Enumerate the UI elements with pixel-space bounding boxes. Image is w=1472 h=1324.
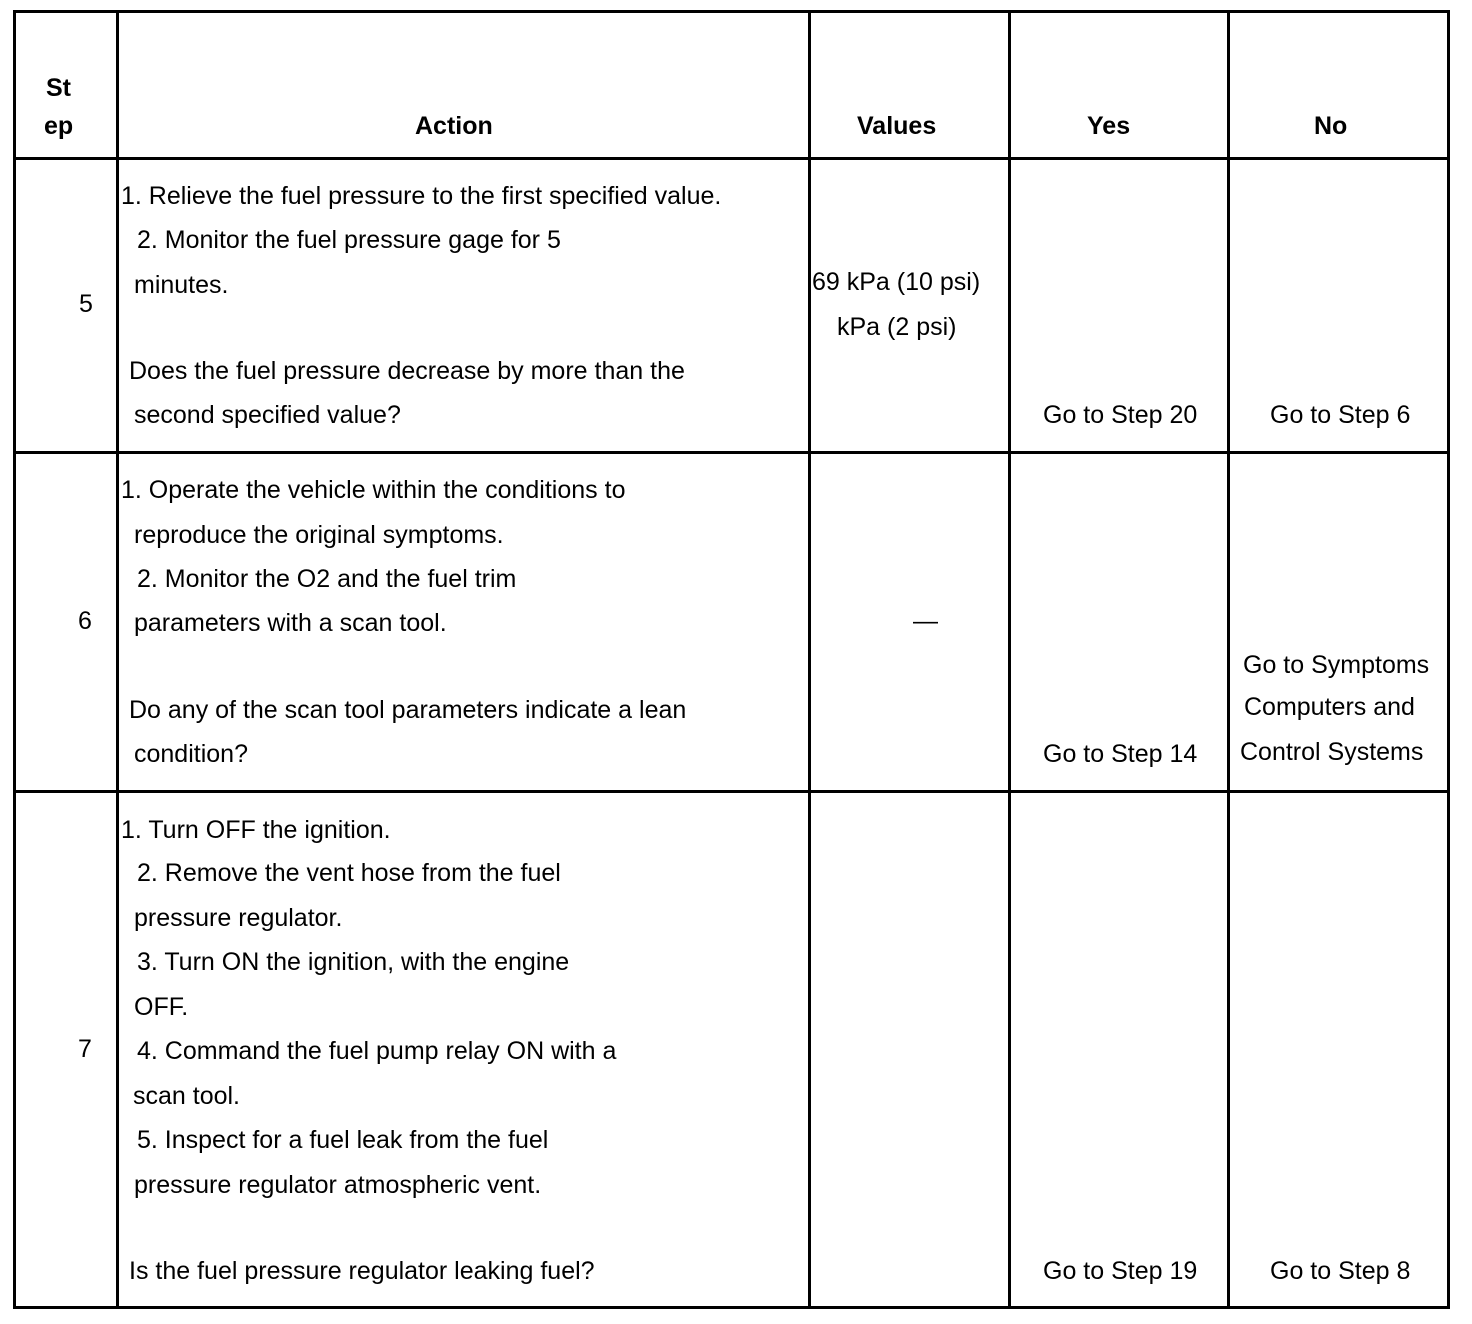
no-result: Go to Step 6: [1270, 401, 1411, 429]
action-line: 2. Remove the vent hose from the fuel: [137, 859, 561, 887]
action-question: Does the fuel pressure decrease by more than the: [129, 357, 685, 385]
column-divider: [116, 13, 119, 1306]
column-divider: [1227, 13, 1230, 1306]
action-line: scan tool.: [133, 1082, 241, 1110]
action-line: 2. Monitor the O2 and the fuel trim: [137, 565, 517, 593]
header-no: No: [1314, 112, 1348, 140]
row-divider: [16, 790, 1447, 793]
step-number: 6: [78, 607, 92, 635]
step-number: 7: [78, 1035, 92, 1063]
action-line: minutes.: [134, 271, 229, 299]
action-line: 1. Turn OFF the ignition.: [121, 816, 391, 844]
action-line: 2. Monitor the fuel pressure gage for 5: [137, 226, 561, 254]
no-result-line: Control Systems: [1240, 738, 1424, 766]
action-question: condition?: [134, 740, 248, 768]
column-divider: [808, 13, 811, 1306]
step-number: 5: [79, 290, 93, 318]
action-line: parameters with a scan tool.: [134, 609, 447, 637]
action-line: 3. Turn ON the ignition, with the engine: [137, 948, 570, 976]
no-result-line: Go to Symptoms: [1243, 651, 1430, 679]
action-line: 4. Command the fuel pump relay ON with a: [137, 1037, 617, 1065]
action-line: 5. Inspect for a fuel leak from the fuel: [137, 1126, 549, 1154]
row-divider: [16, 451, 1447, 454]
header-yes: Yes: [1087, 112, 1131, 140]
action-line: 1. Relieve the fuel pressure to the first specified value.: [121, 182, 722, 210]
action-question: Is the fuel pressure regulator leaking fuel?: [129, 1257, 595, 1285]
header-step-line2: ep: [44, 112, 74, 140]
header-values: Values: [857, 112, 937, 140]
action-question: second specified value?: [134, 401, 401, 429]
values-dash: —: [913, 607, 938, 635]
no-result: Go to Step 8: [1270, 1257, 1411, 1285]
column-divider: [1008, 13, 1011, 1306]
yes-result: Go to Step 20: [1043, 401, 1198, 429]
values-line: 69 kPa (10 psi): [812, 268, 981, 296]
yes-result: Go to Step 14: [1043, 740, 1198, 768]
action-line: OFF.: [134, 993, 189, 1021]
row-divider: [16, 157, 1447, 160]
action-line: 1. Operate the vehicle within the conditions to: [121, 476, 626, 504]
header-step-line1: St: [46, 74, 71, 102]
action-line: pressure regulator atmospheric vent.: [134, 1171, 542, 1199]
no-result-line: Computers and: [1244, 693, 1415, 721]
values-line: kPa (2 psi): [837, 313, 957, 341]
yes-result: Go to Step 19: [1043, 1257, 1198, 1285]
header-action: Action: [415, 112, 493, 140]
action-line: pressure regulator.: [134, 904, 343, 932]
action-line: reproduce the original symptoms.: [134, 521, 504, 549]
action-question: Do any of the scan tool parameters indicate a lean: [129, 696, 687, 724]
